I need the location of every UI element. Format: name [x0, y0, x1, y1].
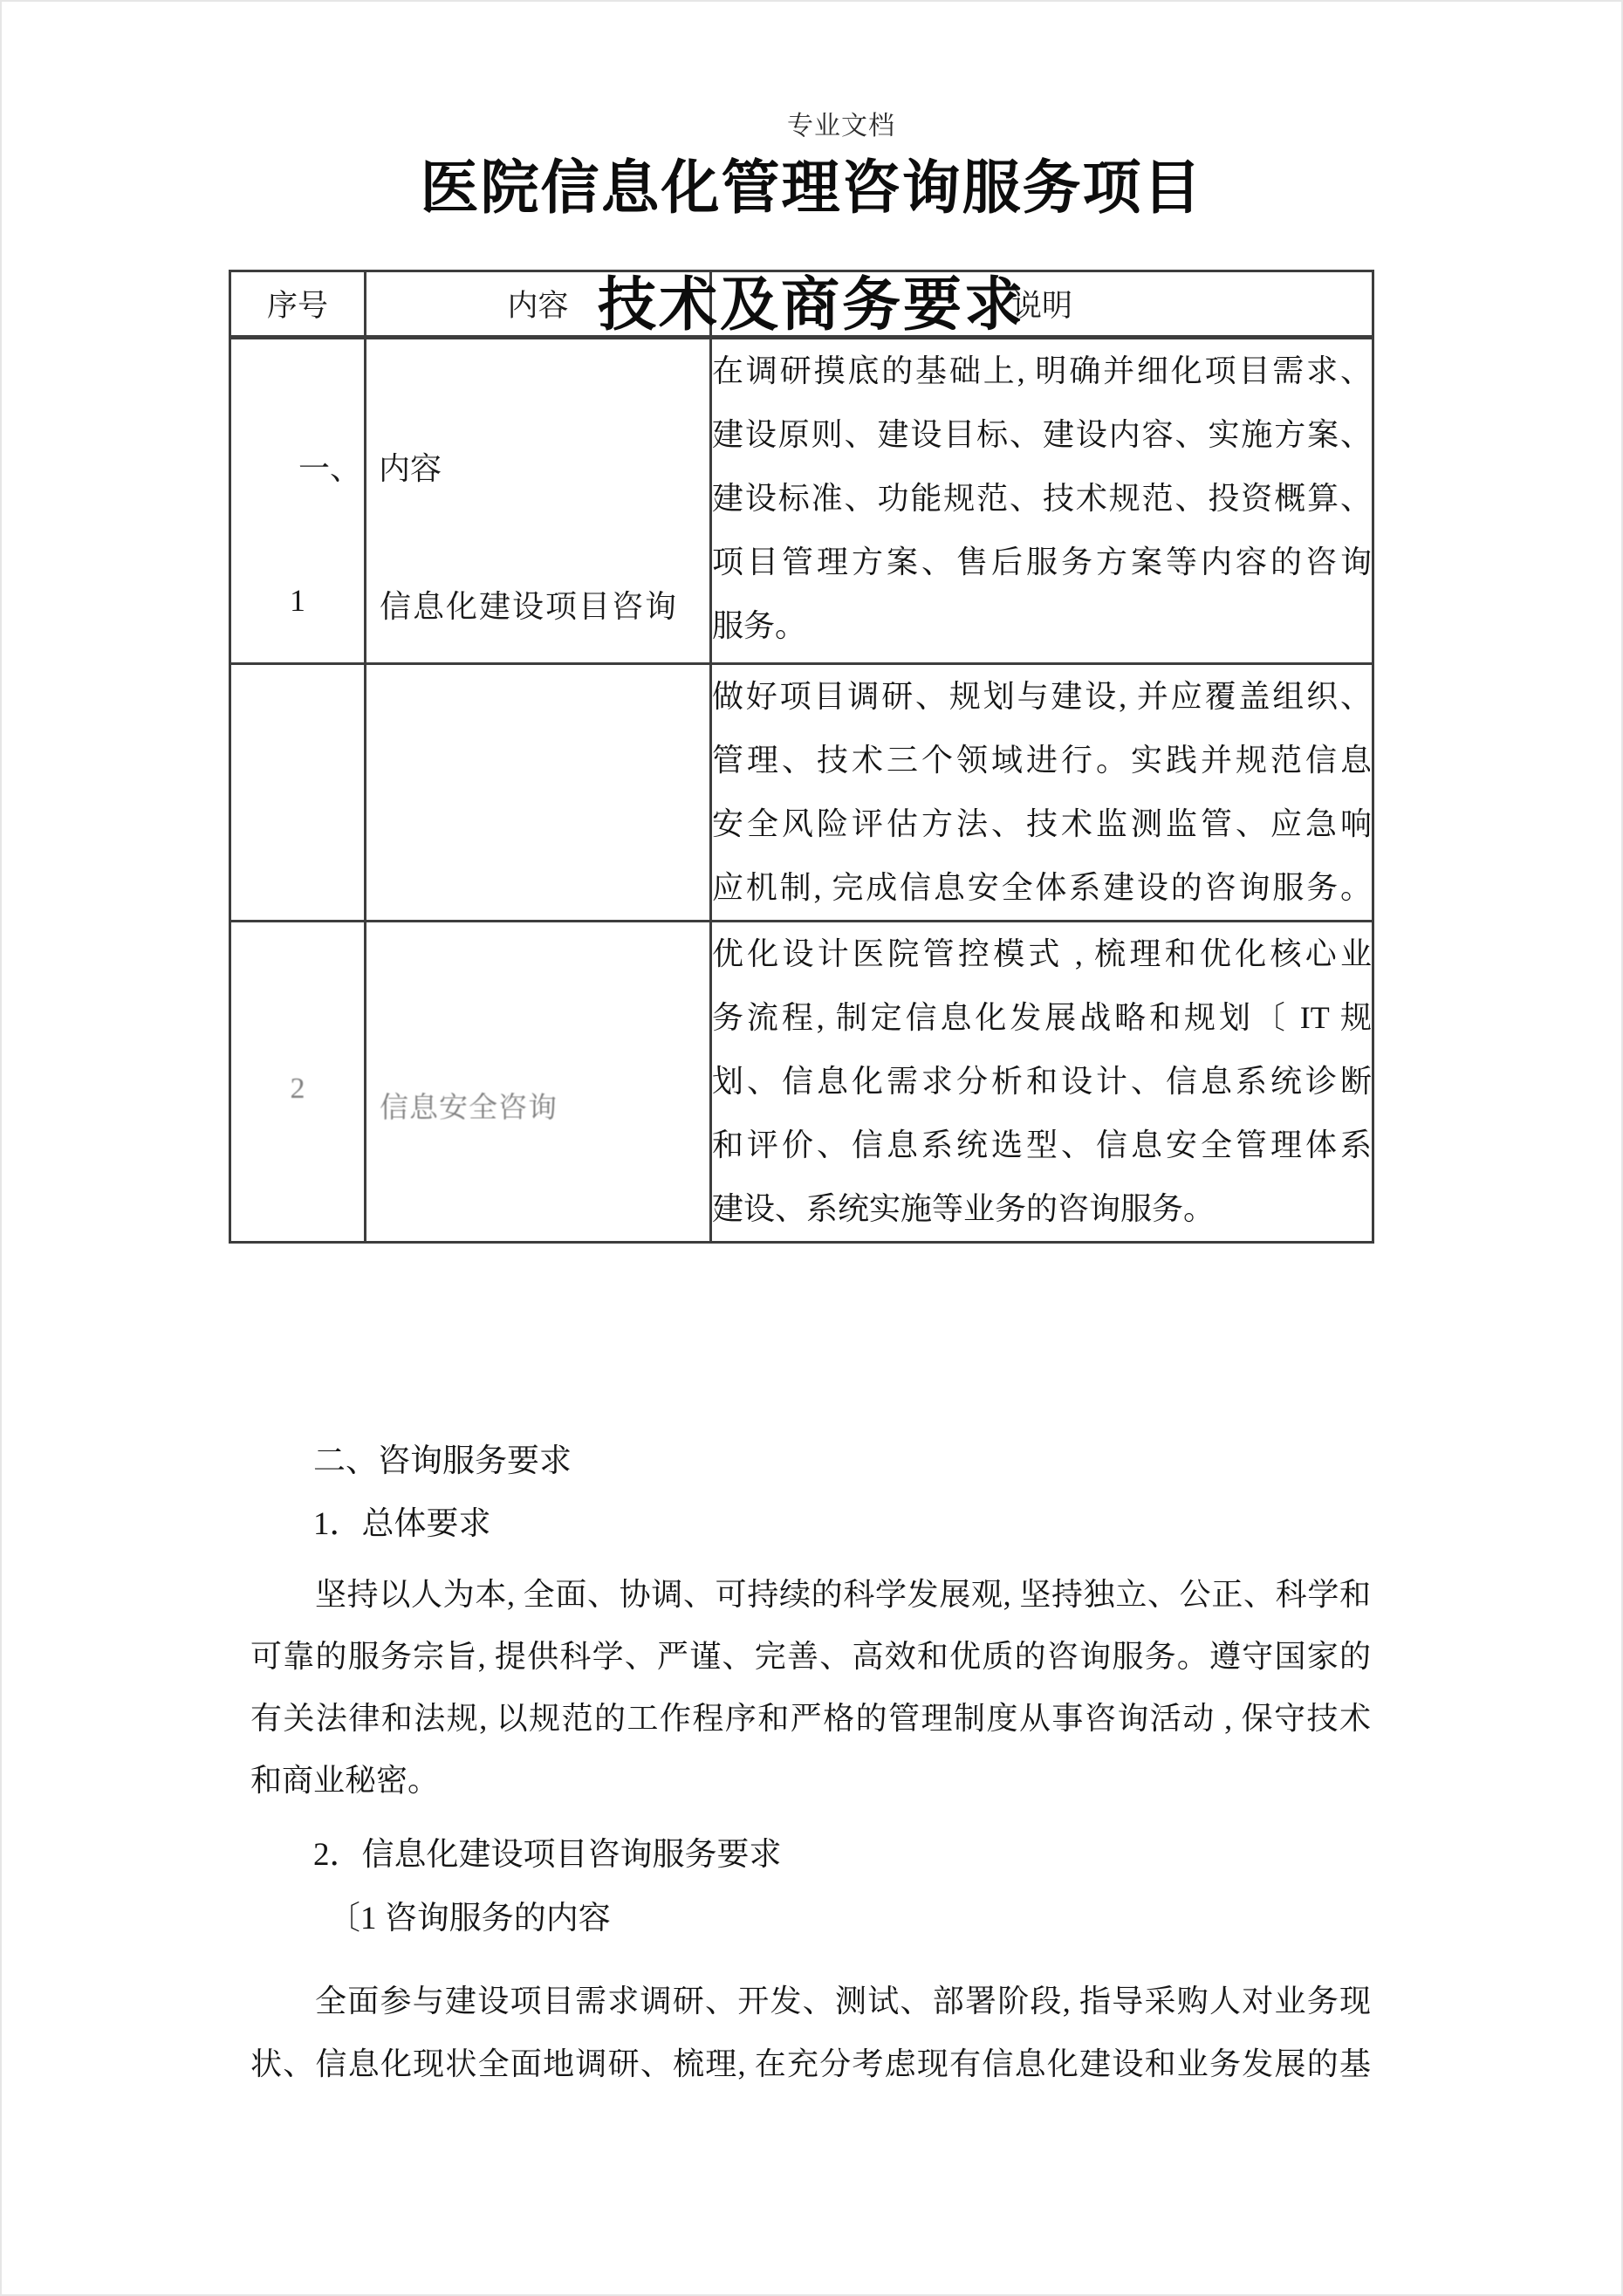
subsection-heading: 2．信息化建设项目咨询服务要求 — [313, 1837, 782, 1873]
text-line: 安全风险评估方法、技术监测监管、应急响 — [712, 806, 1372, 841]
row1-description-cell — [711, 338, 1373, 664]
row1-number-cell — [230, 338, 366, 664]
row3-description-cell — [711, 922, 1373, 1243]
item-number-label: 1 — [290, 583, 305, 618]
item-name-label: 信息化建设项目咨询 — [380, 589, 679, 624]
text-line: 项目管理方案、售后服务方案等内容的咨询 — [712, 545, 1372, 579]
text-line: 建设、系统实施等业务的咨询服务。 — [712, 1191, 1216, 1226]
document-subtitle: 技术及商务要求 — [598, 272, 1025, 338]
requirements-table — [229, 270, 1374, 1244]
body-paragraph — [250, 1970, 1371, 2095]
text-line: 务流程, 制定信息化发展战略和规划〔 IT 规 — [712, 1000, 1372, 1035]
header-cell-content: 内容 — [366, 271, 711, 338]
header-cell-number: 序号 — [230, 271, 366, 338]
text-line: 管理、技术三个领域进行。实践并规范信息 — [712, 743, 1372, 778]
text-line: 可靠的服务宗旨, 提供科学、严谨、完善、高效和优质的咨询服务。遵守国家的 — [250, 1639, 1371, 1674]
row3-content-cell — [366, 922, 711, 1243]
text-line: 建设标准、功能规范、技术规范、投资概算、 — [712, 481, 1372, 516]
text-line: 全面参与建设项目需求调研、开发、测试、部署阶段, 指导采购人对业务现 — [315, 1984, 1371, 2018]
subsection-heading: 〔1 咨询服务的内容 — [328, 1901, 611, 1936]
row1-content-cell — [366, 338, 711, 664]
table-row — [230, 338, 1373, 664]
text-line: 有关法律和法规, 以规范的工作程序和严格的管理制度从事咨询活动 , 保守技术 — [250, 1701, 1371, 1736]
item-name-label: 信息安全咨询 — [380, 1093, 558, 1124]
section-number-label: 一、 — [298, 451, 361, 486]
text-line: 在调研摸底的基础上, 明确并细化项目需求、 — [712, 353, 1372, 388]
section-title-label: 内容 — [379, 451, 442, 486]
text-line: 和商业秘密。 — [250, 1763, 440, 1798]
text-line: 划、信息化需求分析和设计、信息系统诊断 — [712, 1064, 1372, 1099]
section-heading: 二、咨询服务要求 — [313, 1443, 572, 1479]
text-line: 应机制, 完成信息安全体系建设的咨询服务。 — [712, 870, 1372, 905]
text-line: 服务。 — [712, 608, 807, 643]
table-header-row — [230, 271, 1373, 338]
table-row — [230, 664, 1373, 922]
row2-description-cell — [711, 664, 1373, 922]
subsection-heading: 1．总体要求 — [313, 1506, 491, 1542]
text-line: 优化设计医院管控模式 , 梳理和优化核心业 — [712, 936, 1372, 971]
header-cell-description: 说明 — [711, 271, 1373, 338]
text-line: 建设原则、建设目标、建设内容、实施方案、 — [712, 417, 1372, 452]
text-line: 坚持以人为本, 全面、协调、可持续的科学发展观, 坚持独立、公正、科学和 — [315, 1577, 1371, 1612]
item-number-label: 2 — [290, 1073, 305, 1105]
table-row — [230, 922, 1373, 1243]
row3-number-cell — [230, 922, 366, 1243]
body-paragraph — [250, 1564, 1371, 1812]
text-line: 状、信息化现状全面地调研、梳理, 在充分考虑现有信息化建设和业务发展的基 — [250, 2046, 1371, 2081]
document-title: 医院信息化管理咨询服务项目 — [420, 155, 1203, 221]
text-line: 和评价、信息系统选型、信息安全管理体系 — [712, 1127, 1372, 1162]
row2-number-cell — [230, 664, 366, 922]
text-line: 做好项目调研、规划与建设, 并应覆盖组织、 — [712, 679, 1372, 714]
row2-content-cell — [366, 664, 711, 922]
watermark-text: 专业文档 — [787, 112, 895, 141]
